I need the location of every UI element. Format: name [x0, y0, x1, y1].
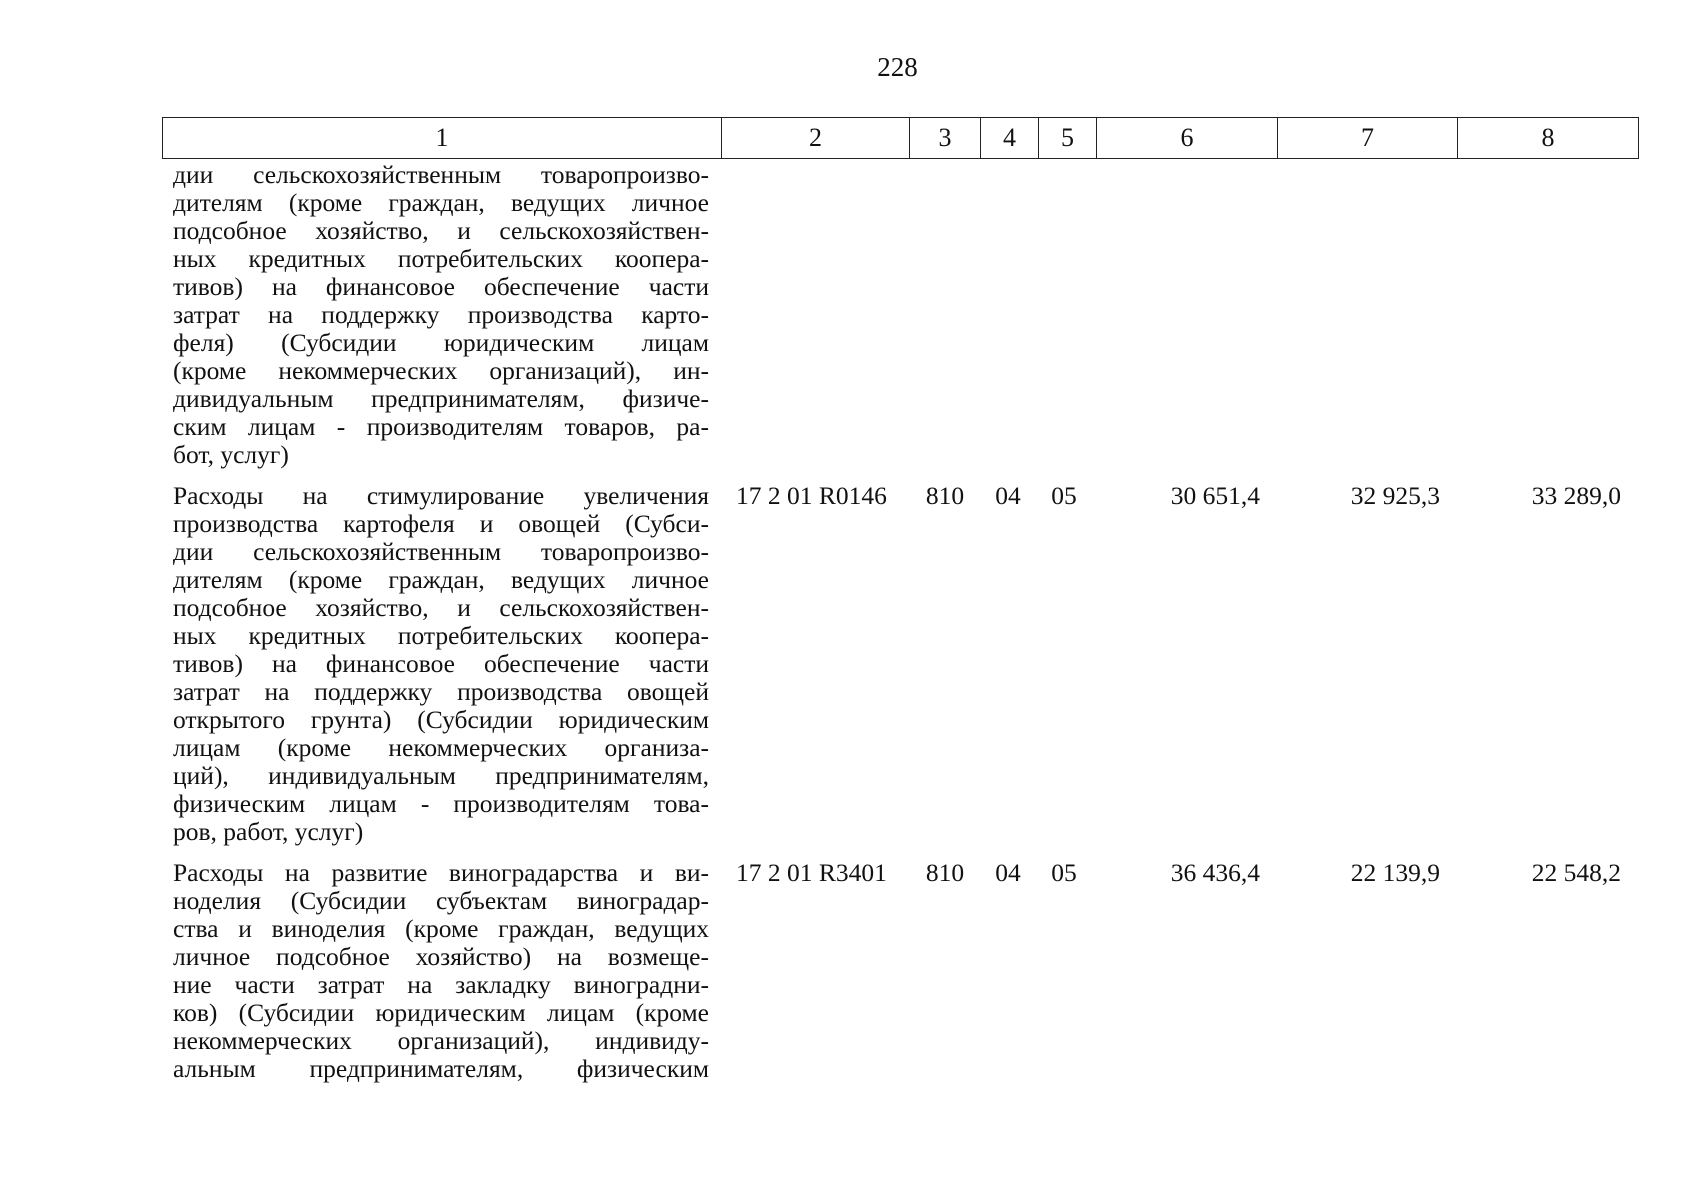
description-line: Расходы на стимулирование увеличения [173, 481, 709, 510]
description-line: Расходы на развитие виноградарства и ви- [173, 858, 709, 887]
column-header-row [163, 118, 1639, 159]
column-header: 2 [722, 118, 910, 159]
description-line: некоммерческих организаций), индивиду- [173, 1026, 709, 1055]
description-line: бот, услуг) [173, 440, 289, 469]
description-line: физическим лицам - производителям това- [173, 789, 709, 818]
subsection-code: 05 [1051, 858, 1077, 887]
description-line: ноделия (Субсидии субъектам виноградар- [173, 886, 709, 915]
description-line: ных кредитных потребительских коопера- [173, 244, 709, 273]
column-header-table [162, 117, 1639, 159]
amount-column-6: 36 436,4 [1170, 858, 1260, 887]
expense-type-code: 810 [925, 858, 965, 887]
description-line: ства и виноделия (кроме граждан, ведущих [173, 914, 709, 943]
target-article-code: 17 2 01 R3401 [736, 858, 887, 887]
subsection-code: 05 [1051, 481, 1077, 510]
description-line: подсобное хозяйство, и сельскохозяйствен- [173, 593, 709, 622]
description-line: ров, работ, услуг) [173, 817, 364, 846]
description-line: личное подсобное хозяйство) на возмеще- [173, 942, 709, 971]
amount-column-7: 32 925,3 [1350, 481, 1440, 510]
description-line: ций), индивидуальным предпринимателям, [173, 761, 709, 790]
description-line: тивов) на финансовое обеспечение части [173, 272, 709, 301]
description-line: феля) (Субсидии юридическим лицам [173, 328, 709, 357]
row-description [173, 482, 709, 846]
description-line: ским лицам - производителям товаров, ра- [173, 412, 709, 441]
column-header: 7 [1278, 118, 1458, 159]
description-line: ков) (Субсидии юридическим лицам (кроме [173, 998, 709, 1027]
description-line: дителям (кроме граждан, ведущих личное [173, 565, 709, 594]
column-header: 3 [910, 118, 981, 159]
description-line: тивов) на финансовое обеспечение части [173, 649, 709, 678]
description-line: ных кредитных потребительских коопера- [173, 621, 709, 650]
description-line: ние части затрат на закладку виноградни- [173, 970, 709, 999]
page-number: 228 [877, 52, 918, 82]
description-line: открытого грунта) (Субсидии юридическим [173, 705, 709, 734]
description-line: дии сельскохозяйственным товаропроизво- [173, 537, 709, 566]
expense-type-code: 810 [925, 481, 965, 510]
amount-column-6: 30 651,4 [1170, 481, 1260, 510]
description-line: дителям (кроме граждан, ведущих личное [173, 188, 709, 217]
description-line: альным предпринимателям, физическим [173, 1054, 709, 1083]
column-header: 6 [1097, 118, 1278, 159]
column-header: 5 [1039, 118, 1097, 159]
description-line: дии сельскохозяйственным товаропроизво- [173, 160, 709, 189]
description-line: дивидуальным предпринимателям, физиче- [173, 384, 709, 413]
description-line: производства картофеля и овощей (Субси- [173, 509, 709, 538]
description-line: затрат на поддержку производства карто- [173, 300, 709, 329]
description-line: подсобное хозяйство, и сельскохозяйствен- [173, 216, 709, 245]
row-description [173, 859, 709, 1083]
row-description [173, 161, 709, 469]
column-header: 1 [163, 118, 722, 159]
description-line: затрат на поддержку производства овощей [173, 677, 709, 706]
target-article-code: 17 2 01 R0146 [736, 481, 887, 510]
amount-column-8: 33 289,0 [1531, 481, 1621, 510]
amount-column-7: 22 139,9 [1350, 858, 1440, 887]
amount-column-8: 22 548,2 [1531, 858, 1621, 887]
section-code: 04 [995, 858, 1021, 887]
description-line: (кроме некоммерческих организаций), ин- [173, 356, 709, 385]
section-code: 04 [995, 481, 1021, 510]
column-header: 4 [981, 118, 1039, 159]
column-header: 8 [1458, 118, 1639, 159]
description-line: лицам (кроме некоммерческих организа- [173, 733, 709, 762]
